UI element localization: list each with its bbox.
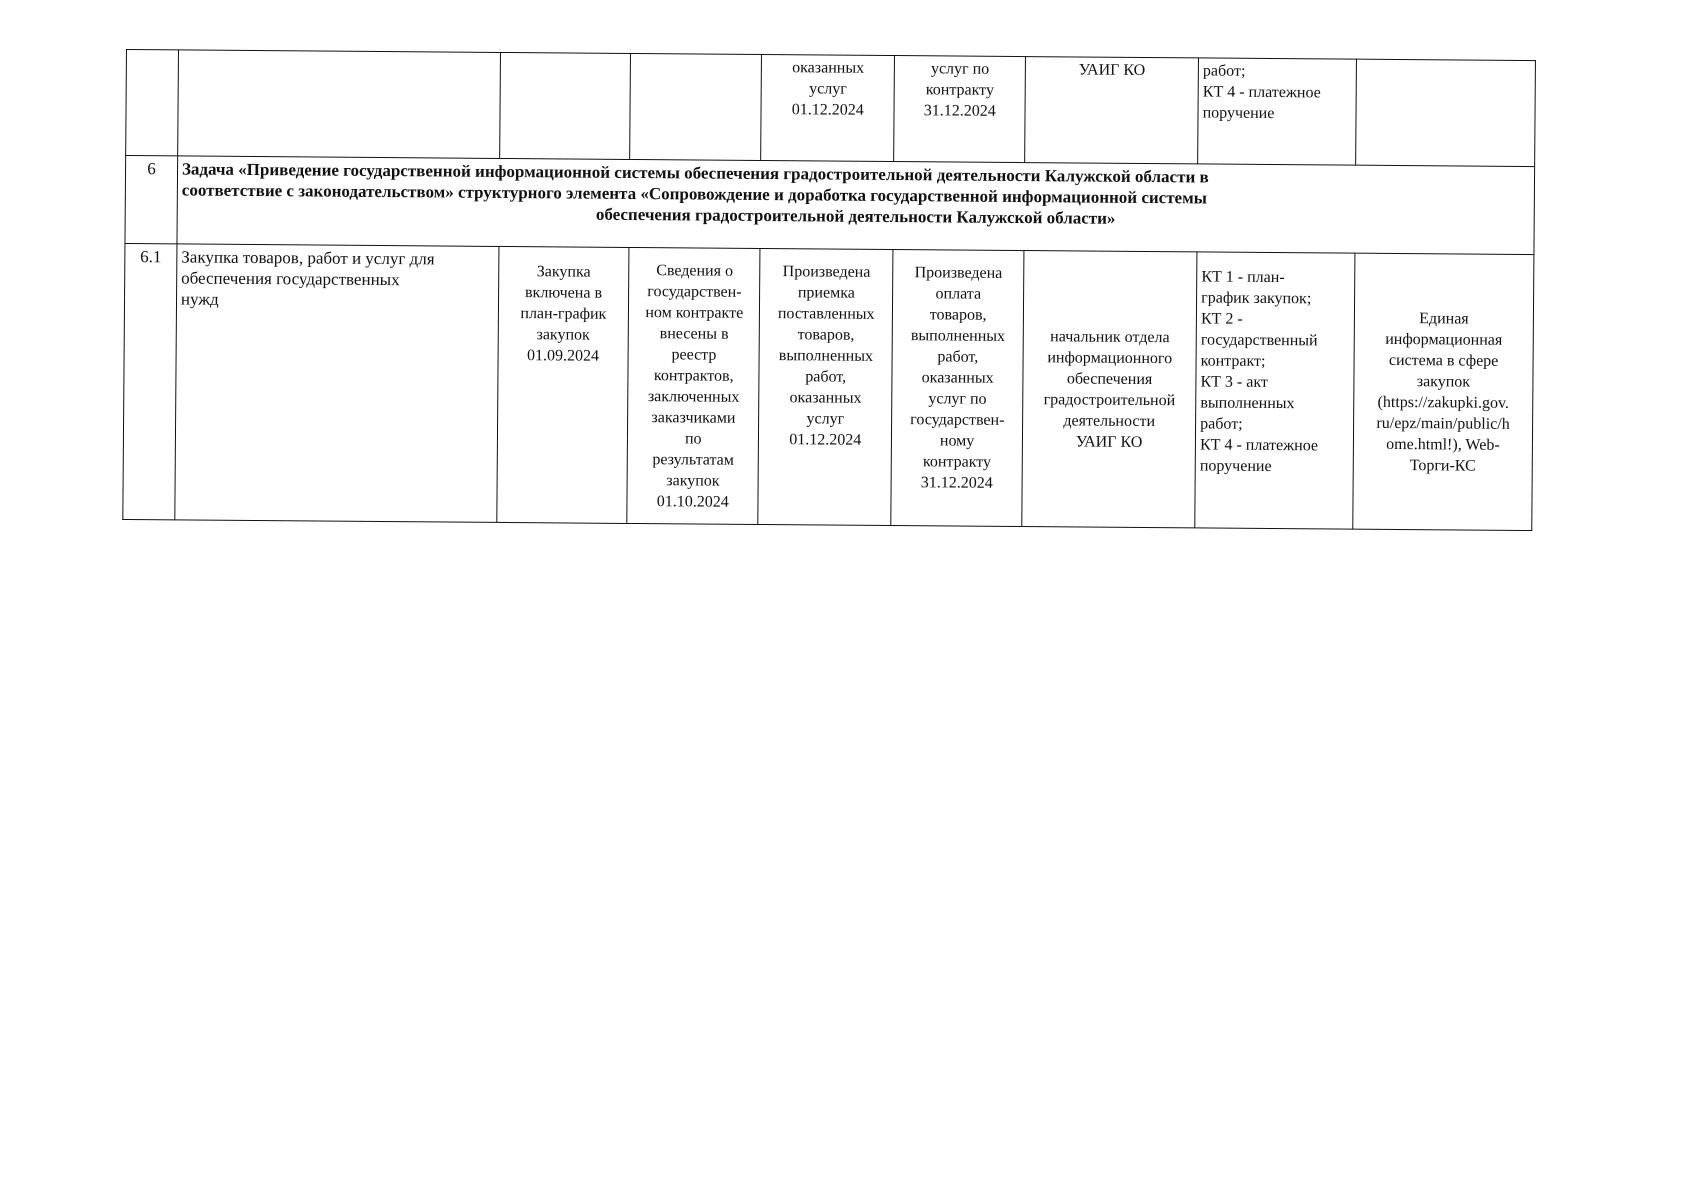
text-line: контракту xyxy=(922,453,992,471)
text-line: закупок xyxy=(536,326,590,344)
text-line: оказанных xyxy=(789,389,862,407)
text-line: поручение xyxy=(1199,457,1272,476)
text-line: оплата xyxy=(935,285,982,303)
information-system xyxy=(1353,253,1534,530)
control-point-2 xyxy=(627,247,760,524)
control-point-1 xyxy=(496,246,629,523)
cell-cp3-continued xyxy=(761,54,895,161)
cell-responsible-continued xyxy=(1025,57,1199,164)
text-line: услуг по xyxy=(928,390,987,408)
text-line: обеспечения xyxy=(1066,369,1153,388)
text-line: контрактов, xyxy=(653,367,734,385)
text-line: заключенных xyxy=(647,388,740,406)
text-line: ному xyxy=(939,432,975,450)
text-line: приемка xyxy=(797,284,855,302)
text-line: контракт; xyxy=(1200,352,1266,370)
task-line-1: Задача «Приведение государственной информационной системы обеспечения градостроительной деятельности Калужской области в xyxy=(181,159,1209,187)
text-line: выполненных xyxy=(1200,394,1295,413)
text-line: информационная xyxy=(1385,330,1503,349)
text-line: график закупок; xyxy=(1201,289,1312,308)
text-line: КТ 3 - акт xyxy=(1200,373,1269,391)
task-line-2: соответствие с законодательством» структурного элемента «Сопровождение и доработка государственной информационной системы xyxy=(181,180,1208,208)
text-line: внесены в xyxy=(659,325,729,343)
text-line: градостроительной xyxy=(1043,390,1176,409)
task-line-3: обеспечения градостроительной деятельности Калужской области» xyxy=(595,204,1116,228)
item-name xyxy=(175,244,499,523)
text-line: Сведения о xyxy=(656,262,734,280)
control-point-3 xyxy=(758,248,893,525)
text-line: заказчиками xyxy=(651,409,736,427)
item-number: 6.1 xyxy=(123,243,177,519)
table-row-continuation xyxy=(126,50,1536,167)
cell-cp4-continued xyxy=(894,56,1026,163)
text-line: товаров, xyxy=(929,306,987,324)
text-line: контракту xyxy=(925,81,995,99)
table-row-item xyxy=(123,243,1534,530)
text-line: государствен- xyxy=(647,283,742,301)
text-line: ome.html!), Web- xyxy=(1386,435,1500,454)
control-point-4 xyxy=(891,250,1024,527)
text-line: КТ 1 - план- xyxy=(1201,268,1285,287)
text-line: включена в xyxy=(524,284,603,302)
text-line: ru/epz/main/public/h xyxy=(1376,414,1510,433)
text-line: услуг xyxy=(809,80,847,98)
text-line: работ; xyxy=(1200,415,1243,433)
text-line: реестр xyxy=(671,346,717,364)
text-line: выполненных xyxy=(910,327,1006,345)
text-line: государственный xyxy=(1200,331,1318,350)
task-number: 6 xyxy=(125,156,178,244)
task-title xyxy=(177,156,1535,255)
text-line: система в сфере xyxy=(1388,351,1499,370)
text-line: нужд xyxy=(180,289,219,309)
control-points-table xyxy=(122,49,1536,531)
text-line: информационного xyxy=(1047,348,1173,367)
text-line: по xyxy=(684,430,702,448)
text-line: Закупка товаров, работ и услуг для xyxy=(181,247,435,269)
text-line: 01.09.2024 xyxy=(526,347,600,365)
responsible-person xyxy=(1022,251,1197,528)
text-line: 01.12.2024 xyxy=(791,101,864,119)
text-line: услуг по xyxy=(930,60,990,78)
confirming-documents xyxy=(1195,252,1355,529)
text-line: 01.12.2024 xyxy=(789,431,862,449)
text-line: закупок xyxy=(1416,372,1471,391)
text-line: Единая xyxy=(1419,309,1469,328)
text-line: УАИГ КО xyxy=(1078,61,1146,80)
text-line: 31.12.2024 xyxy=(923,102,996,120)
text-line: государствен- xyxy=(910,411,1005,429)
text-line: план-график xyxy=(520,305,607,323)
text-line: услуг xyxy=(806,410,845,428)
text-line: 01.10.2024 xyxy=(656,493,729,511)
text-line: 31.12.2024 xyxy=(920,474,993,492)
cell-cp1-empty xyxy=(499,52,631,159)
text-line: обеспечения государственных xyxy=(181,268,400,290)
text-line: Произведена xyxy=(914,264,1003,282)
text-line: Закупка xyxy=(536,263,591,281)
cell-name-empty xyxy=(178,50,500,159)
text-line: деятельности xyxy=(1063,411,1156,430)
text-line: КТ 2 - xyxy=(1200,310,1243,328)
text-line: Торги-КС xyxy=(1409,456,1476,475)
text-line: работ; xyxy=(1202,62,1246,80)
cell-info-system-empty xyxy=(1356,59,1536,166)
text-line: выполненных xyxy=(778,347,874,365)
text-line: поставленных xyxy=(777,305,875,323)
text-line: УАИГ КО xyxy=(1075,432,1143,451)
text-line: ном контракте xyxy=(645,304,744,322)
text-line: (https://zakupki.gov. xyxy=(1377,393,1510,412)
text-line: товаров, xyxy=(797,326,855,344)
text-line: работ, xyxy=(937,348,979,366)
text-line: работ, xyxy=(805,368,847,386)
text-line: поручение xyxy=(1202,104,1275,123)
cell-cp2-empty xyxy=(630,53,762,160)
cell-documents-continued xyxy=(1198,58,1357,165)
text-line: результатам xyxy=(652,451,734,469)
cell-number-empty xyxy=(126,50,179,156)
text-line: Произведена xyxy=(782,263,871,281)
text-line: оказанных xyxy=(921,369,994,387)
text-line: КТ 4 - платежное xyxy=(1199,436,1319,455)
text-line: закупок xyxy=(666,472,720,490)
text-line: КТ 4 - платежное xyxy=(1202,83,1321,102)
text-line: оказанных xyxy=(792,59,865,77)
text-line: начальник отдела xyxy=(1050,327,1170,346)
table-row-task xyxy=(125,156,1535,255)
